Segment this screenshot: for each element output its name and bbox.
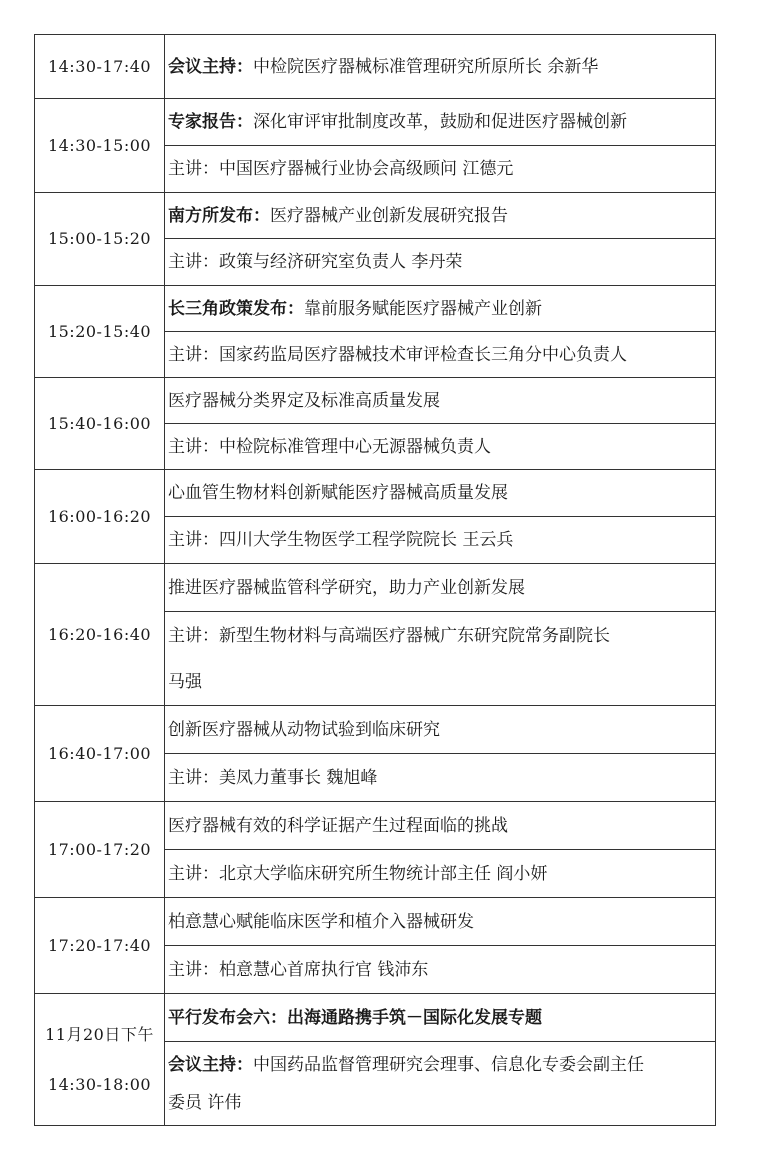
time-range: 14:30-17:40 [47, 56, 152, 76]
content-cell [165, 517, 716, 564]
time-range: 15:40-16:00 [47, 413, 152, 433]
speaker-line: 主讲：四川大学生物医学工程学院院长 王云兵 [168, 530, 514, 550]
content-cell [165, 994, 716, 1042]
topic-line: 心血管生物材料创新赋能医疗器械高质量发展 [168, 483, 508, 503]
content-cell [165, 424, 716, 470]
content-cell [165, 35, 716, 99]
time-range: 17:20-17:40 [47, 935, 152, 955]
speaker-line: 主讲：柏意慧心首席执行官 钱沛东 [168, 959, 429, 980]
content-cell [165, 332, 716, 378]
topic-line: 柏意慧心赋能临床医学和植介入器械研发 [168, 911, 474, 932]
content-cell [165, 99, 716, 146]
content-cell [165, 754, 716, 802]
topic-line: 推进医疗器械监管科学研究，助力产业创新发展 [168, 577, 525, 598]
time-cell [35, 564, 165, 706]
speaker-line: 主讲：中国医疗器械行业协会高级顾问 江德元 [168, 159, 514, 179]
agenda-row [35, 994, 716, 1042]
host-label: 会议主持： [168, 56, 253, 77]
agenda-table [34, 34, 716, 1126]
topic-text: 医疗器械产业创新发展研究报告 [270, 205, 508, 226]
time-cell [35, 378, 165, 470]
agenda-row [35, 193, 716, 239]
time-range: 16:20-16:40 [47, 624, 152, 644]
speaker-line: 主讲：国家药监局医疗器械技术审评检查长三角分中心负责人 [168, 344, 627, 365]
topic-text: 靠前服务赋能医疗器械产业创新 [304, 298, 542, 319]
host-text: 中国药品监督管理研究会理事、信息化专委会副主任 [253, 1054, 644, 1075]
time-cell [35, 994, 165, 1126]
speaker-line: 主讲：新型生物材料与高端医疗器械广东研究院常务副院长 [168, 625, 610, 646]
content-cell [165, 193, 716, 239]
content-cell [165, 850, 716, 898]
time-range: 15:20-15:40 [47, 321, 152, 341]
topic-label: 南方所发布： [168, 205, 270, 226]
content-cell [165, 146, 716, 193]
agenda-row [35, 564, 716, 612]
topic-line [168, 205, 715, 227]
agenda-row [35, 802, 716, 850]
host-label: 会议主持： [168, 1054, 253, 1075]
host-line [168, 56, 715, 78]
time-cell [35, 286, 165, 378]
time-cell [35, 898, 165, 994]
agenda-row [35, 99, 716, 146]
agenda-row [35, 470, 716, 517]
topic-text: 深化审评审批制度改革，鼓励和促进医疗器械创新 [253, 112, 627, 132]
host-text-continued: 委员 许伟 [168, 1092, 242, 1113]
content-cell [165, 706, 716, 754]
host-text: 中检院医疗器械标准管理研究所原所长 余新华 [253, 56, 599, 77]
time-cell [35, 470, 165, 564]
topic-line: 创新医疗器械从动物试验到临床研究 [168, 719, 440, 740]
time-cell [35, 99, 165, 193]
session-date: 11月20日下午 [45, 1024, 154, 1044]
time-cell [35, 706, 165, 802]
agenda-row [35, 378, 716, 424]
time-range: 15:00-15:20 [47, 229, 152, 248]
host-line [168, 1054, 715, 1076]
topic-line: 医疗器械分类界定及标准高质量发展 [168, 390, 440, 411]
content-cell [165, 239, 716, 286]
content-cell [165, 564, 716, 612]
time-range: 16:40-17:00 [47, 743, 152, 763]
content-cell [165, 286, 716, 332]
agenda-row [35, 706, 716, 754]
time-range: 14:30-18:00 [47, 1074, 152, 1094]
speaker-line: 主讲：中检院标准管理中心无源器械负责人 [168, 436, 491, 457]
content-cell [165, 470, 716, 517]
agenda-row [35, 898, 716, 946]
topic-line [168, 298, 715, 320]
content-cell [165, 378, 716, 424]
content-cell [165, 1042, 716, 1126]
content-cell [165, 898, 716, 946]
speaker-line: 主讲：政策与经济研究室负责人 李丹荣 [168, 252, 463, 272]
topic-line: 医疗器械有效的科学证据产生过程面临的挑战 [168, 815, 508, 836]
content-cell [165, 802, 716, 850]
time-range: 16:00-16:20 [47, 506, 152, 526]
topic-line [168, 111, 715, 133]
speaker-line: 主讲：北京大学临床研究所生物统计部主任 阎小妍 [168, 863, 548, 884]
topic-label: 专家报告： [168, 112, 253, 132]
time-cell [35, 35, 165, 99]
speaker-name-line: 马强 [168, 671, 202, 692]
content-cell [165, 612, 716, 706]
content-cell [165, 946, 716, 994]
time-cell [35, 802, 165, 898]
agenda-row [35, 286, 716, 332]
session-title: 平行发布会六：出海通路携手筑－国际化发展专题 [168, 1007, 542, 1028]
time-range: 17:00-17:20 [47, 839, 152, 859]
time-cell [35, 193, 165, 286]
time-range: 14:30-15:00 [47, 135, 152, 155]
agenda-row [35, 35, 716, 99]
speaker-line: 主讲：美凤力董事长 魏旭峰 [168, 767, 378, 788]
topic-label: 长三角政策发布： [168, 298, 304, 319]
